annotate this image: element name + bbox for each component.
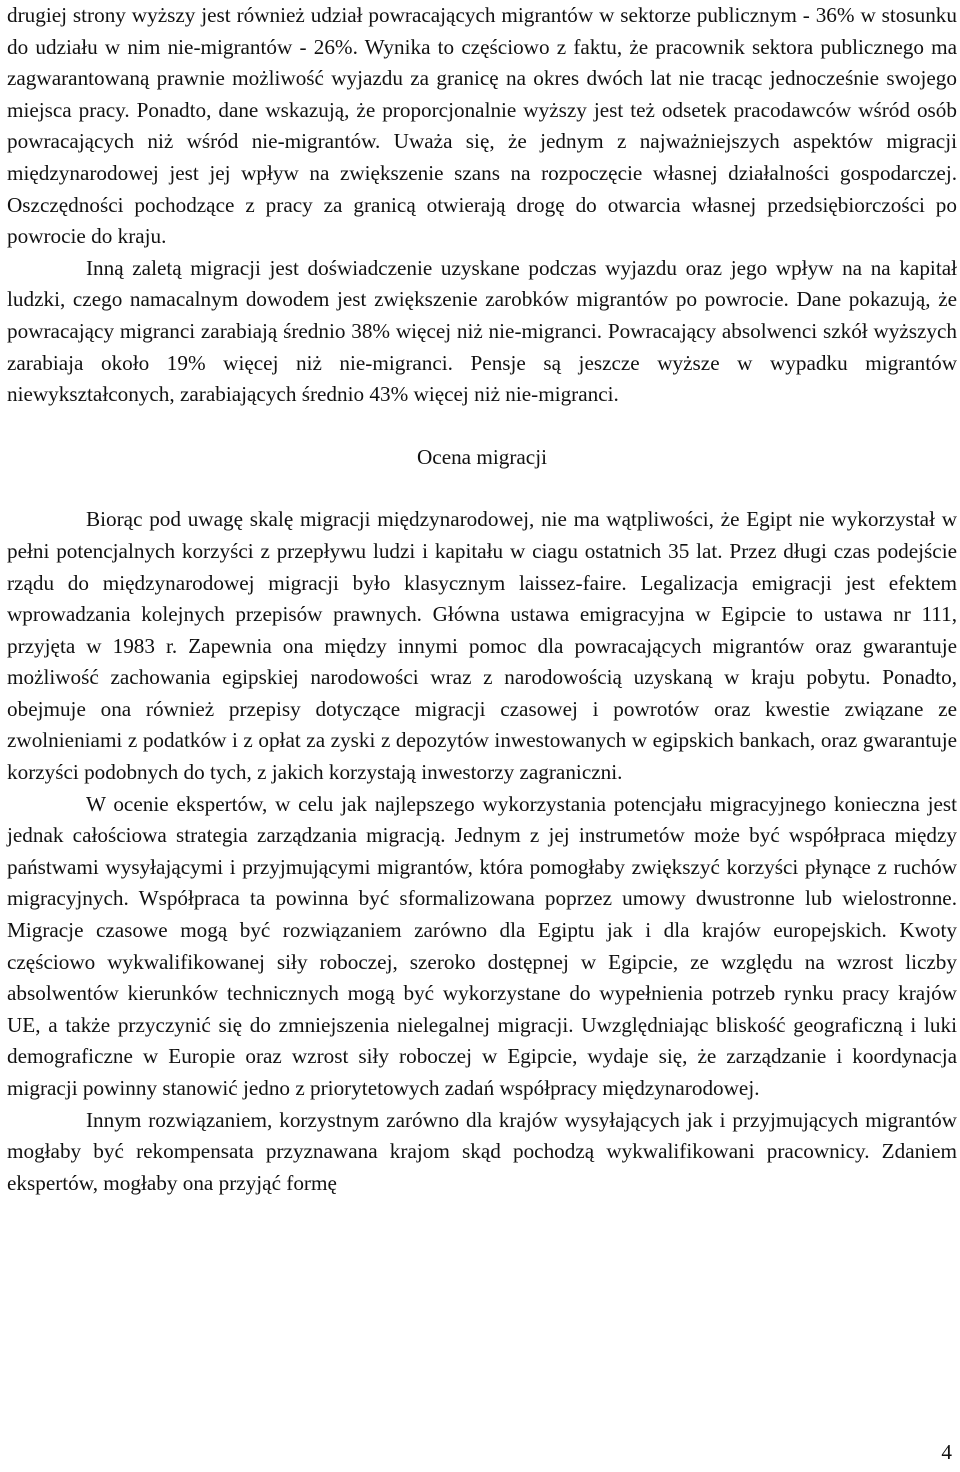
paragraph-human-capital: Inną zaletą migracji jest doświadczenie uzyskane podczas wyjazdu oraz jego wpływ na na kapitał ludzki, czego namacalnym dowodem jest zwiększenie zarobków migrantów po powrocie. Dane pokazują, że powracający migranci zarabiają średnio 38% więcej niż nie-migranci. Powracający absolwenci szkół wyższych zarabiaja około 19% więcej niż nie-migranci. Pensje są jeszcze wyższe w wypadku migrantów niewykształconych, zarabiających średnio 43% więcej niż nie-migranci. [7, 255, 957, 407]
page-number: 4 [941, 1440, 952, 1464]
section-heading: Ocena migracji [416, 444, 547, 469]
paragraph-experts: W ocenie ekspertów, w celu jak najlepszego wykorzystania potencjału migracyjnego konieczna jest jednak całościowa strategia zarządzania migracją. Jednym z jej instrumetów może być współpraca między państwami wysyłającymi i przyjmującymi migrantów, która pomogłaby zwiększyć korzyści płynące z ruchów migracyjnych. Współpraca ta powinna być sformalizowana poprzez umowy dwustronne lub wielostronne. Migracje czasowe mogą być rozwiązaniem zarówno dla Egiptu jak i dla krajów europejskich. Kwoty częściowo wykwalifikowanej siły roboczej, szeroko dostępnej w Egipcie, ze względu na wzrost liczby absolwentów kierunków technicznych mogą być wykorzystane do wypełnienia potrzeb rynku pracy krajów UE, a także przyczynić się do zmniejszenia nielegalnej migracji. Uwzględniając bliskość geograficzną i luki demograficzne w Europie oraz wzrost siły roboczej w Egipcie, wydaje się, że zarządzanie i koordynacja migracji powinny stanowić jedno z priorytetowych zadań współpracy międzynarodowej. [7, 791, 957, 1100]
paragraph-continuation: drugiej strony wyższy jest również udział powracających migrantów w sektorze publicznym - 36% w stosunku do udziału w nim nie-migrantów - 26%. Wynika to częściowo z faktu, że pracownik sektora publicznego ma zagwarantowaną prawnie możliwość wyjazdu za granicę na okres dwóch lat nie tracąc jednocześnie swojego miejsca pracy. Ponadto, dane wskazują, że proporcjonalnie wyższy jest też odsetek pracodawców wśród osób powracających niż wśród nie-migrantów. Uważa się, że jednym z najważniejszych aspektów migracji międzynarodowej jest jej wpływ na zwiększenie szans na rozpoczęcie własnej działalności gospodarczej. Oszczędności pochodzące z pracy za granicą otwierają drogę do otwarcia własnej przedsiębiorczości po powrocie do kraju. [7, 3, 957, 249]
spacer [7, 473, 957, 504]
paragraph-compensation: Innym rozwiązaniem, korzystnym zarówno dla krajów wysyłających jak i przyjmujących migrantów mogłaby być rekompensata przyznawana krajom skąd pochodzą wykwalifikowani pracownicy. Zdaniem ekspertów, mogłaby ona przyjąć formę [7, 1107, 957, 1195]
spacer [7, 411, 957, 442]
paragraph-assessment: Biorąc pod uwagę skalę migracji międzynarodowej, nie ma wątpliwości, że Egipt nie wykorzystał w pełni potencjalnych korzyści z przepływu ludzi i kapitału w ciagu ostatnich 35 lat. Przez długi czas podejście rządu do międzynarodowej migracji było klasycznym laissez-faire. Legalizacja emigracji jest efektem wprowadzania kolejnych przepisów prawnych. Główna ustawa emigracyjna w Egipcie to ustawa nr 111, przyjęta w 1983 r. Zapewnia ona między innymi pomoc dla powracających migrantów oraz gwarantuje możliwość zachowania egipskiej narodowości wraz z narodowością uzyskaną w kraju pobytu. Ponadto, obejmuje ona również przepisy dotyczące migracji czasowej i powrotów oraz kwestie związane ze zwolnieniami z podatków i z opłat za zyski z depozytów inwestowanych w egipskich bankach, oraz gwarantuje korzyści podobnych do tych, z jakich korzystają inwestorzy zagraniczni. [7, 507, 957, 785]
document-page [7, 0, 957, 1199]
